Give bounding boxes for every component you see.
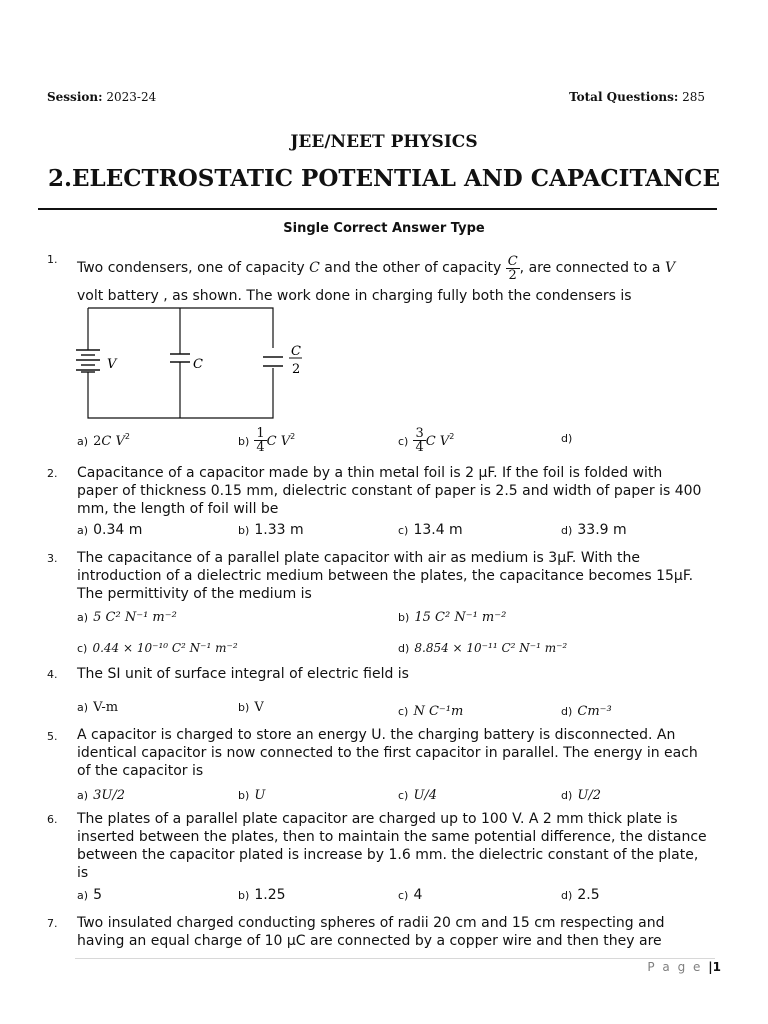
option-a[interactable] [77,784,125,803]
option-value: N C⁻¹m [413,704,464,719]
section-heading: Single Correct Answer Type [283,221,485,236]
option-value: V [254,700,264,715]
fraction-denominator: 4 [415,440,424,455]
option-c[interactable] [77,637,238,656]
question-number: 4. [47,668,58,681]
question-text-line: The plates of a parallel plate capacitor are charged up to 100 V. A 2 mm thick plate is [77,811,678,827]
math-symbol: C [309,260,320,276]
option-label: c) [398,705,409,718]
fraction-numerator: C [507,253,518,269]
option-expression: C V [266,434,291,449]
option-value: U/4 [413,788,438,803]
question-text-line [77,250,727,286]
option-value: 5 C² N⁻¹ m⁻² [93,610,177,625]
option-value: 1.33 m [254,522,304,538]
option-label: c) [398,889,409,902]
option-label: d) [561,705,573,718]
option-expression: C V [425,434,450,449]
fraction [506,255,520,282]
question-number: 1. [47,253,58,266]
question-text-part: and the other of capacity [319,260,506,276]
battery-symbol [76,350,100,372]
option-b[interactable] [238,696,264,715]
option-c[interactable] [398,427,454,454]
option-d[interactable] [561,784,601,803]
option-exponent: 2 [124,432,130,441]
fraction [254,427,266,454]
question-text-line: A capacitor is charged to store an energy U. the charging battery is disconnected. An [77,727,676,743]
question-text-line: identical capacitor is now connected to the first capacitor in parallel. The energy in each [77,745,698,761]
question-text-line: having an equal charge of 10 μC are connected by a copper wire and then they are [77,933,662,949]
page-number-value: 1 [712,960,721,974]
math-symbol: V [664,260,676,276]
option-coefficient: 2 [93,434,102,449]
question-text-part: , are connected to a [519,260,665,276]
option-value: 15 C² N⁻¹ m⁻² [414,610,507,625]
option-d[interactable] [561,700,612,719]
option-value: 0.44 × 10⁻¹⁰ C² N⁻¹ m⁻² [92,641,238,655]
question-text-line: Capacitance of a capacitor made by a thin metal foil is 2 μF. If the foil is folded with [77,465,663,481]
option-label: b) [238,524,250,537]
session-label: Session: [47,90,103,104]
question-number: 6. [47,813,58,826]
option-label: a) [77,435,89,448]
capacitor-c-symbol [170,354,190,362]
option-value: U [254,788,266,803]
option-label: c) [77,642,88,655]
question-text-line: volt battery , as shown. The work done in charging fully both the condensers is [77,288,632,304]
header-divider [38,208,717,210]
option-c[interactable] [398,784,437,803]
option-value: 2.5 [577,887,600,903]
option-value: 33.9 m [577,522,627,538]
option-label: b) [238,701,250,714]
option-b[interactable] [398,606,506,625]
session-info [47,90,156,104]
question-text-line: The permittivity of the medium is [77,586,312,602]
option-label: b) [238,435,250,448]
question-text-line: inserted between the plates, then to maintain the same potential difference, the distance [77,829,707,845]
option-label: a) [77,611,89,624]
option-label: a) [77,889,89,902]
option-value: 3U/2 [93,788,126,803]
capacitor-c-label: C [193,357,203,372]
option-value: 0.34 m [93,522,143,538]
question-text-line: between the capacitor plated is increase by 1.6 mm. the dielectric constant of the plate, [77,847,699,863]
option-label: d) [561,889,573,902]
option-b[interactable] [238,884,286,903]
option-value: Cm⁻³ [577,704,612,719]
total-questions-value: 285 [682,90,705,104]
question-text-line: is [77,865,89,881]
option-b[interactable] [238,427,295,454]
option-a[interactable] [77,884,102,903]
option-value: 5 [93,887,103,903]
capacitor-c2-label-num: C [291,344,301,359]
option-value: 1.25 [254,887,286,903]
capacitor-c2-label-den: 2 [292,362,301,377]
chapter-title: 2.ELECTROSTATIC POTENTIAL AND CAPACITANCE [47,165,721,192]
total-questions-label: Total Questions: [569,90,679,104]
option-b[interactable] [238,519,304,538]
question-text-line: mm, the length of foil will be [77,501,279,517]
option-c[interactable] [398,884,422,903]
option-label: b) [398,611,410,624]
option-a[interactable] [77,430,130,449]
option-expression: C V [101,434,125,449]
page-word: P a g e [647,960,703,974]
option-label: d) [561,524,573,537]
option-value: V-m [93,700,119,715]
option-a[interactable] [77,696,118,715]
footer-divider [75,958,715,959]
option-d[interactable] [561,432,572,445]
question-text-line: Two insulated charged conducting spheres of radii 20 cm and 15 cm respecting and [77,915,665,931]
capacitor-c2-symbol [263,357,283,366]
option-label: d) [561,432,573,445]
question-number: 3. [47,552,58,565]
option-label: a) [77,789,89,802]
option-a[interactable] [77,519,142,538]
option-d[interactable] [398,637,567,656]
option-value: U/2 [577,788,601,803]
option-a[interactable] [77,606,177,625]
option-exponent: 2 [290,432,296,441]
session-value: 2023-24 [106,90,157,104]
option-exponent: 2 [449,432,455,441]
question-number: 5. [47,730,58,743]
option-label: c) [398,789,409,802]
page-number [647,960,721,974]
fraction [413,427,425,454]
question-text-line: introduction of a dielectric medium between the plates, the capacitance becomes 15μF. [77,568,694,584]
question-number: 7. [47,917,58,930]
fraction-numerator: 3 [415,426,424,441]
question-text-line: paper of thickness 0.15 mm, dielectric constant of paper is 2.5 and width of paper is 400 [77,483,702,499]
option-label: b) [238,789,250,802]
battery-label: V [107,357,117,372]
fraction-denominator: 2 [508,267,517,283]
option-label: a) [77,524,89,537]
option-label: c) [398,435,409,448]
fraction-denominator: 4 [256,440,265,455]
option-label: d) [398,642,410,655]
question-text-line: The capacitance of a parallel plate capacitor with air as medium is 3μF. With the [77,550,641,566]
option-b[interactable] [238,784,265,803]
option-c[interactable] [398,519,463,538]
fraction-numerator: 1 [256,426,265,441]
option-d[interactable] [561,884,600,903]
option-value: 8.854 × 10⁻¹¹ C² N⁻¹ m⁻² [414,641,568,655]
question-text-line: The SI unit of surface integral of electric field is [77,666,409,682]
option-label: b) [238,889,250,902]
option-label: a) [77,701,89,714]
circuit-diagram [70,300,320,425]
option-value: 13.4 m [413,522,463,538]
option-d[interactable] [561,519,627,538]
page-separator: | [708,960,713,974]
option-c[interactable] [398,700,463,719]
option-label: c) [398,524,409,537]
question-text-part: Two condensers, one of capacity [77,260,310,276]
option-value: 4 [413,887,423,903]
question-text-line: of the capacitor is [77,763,204,779]
subject-title: JEE/NEET PHYSICS [290,132,478,152]
option-label: d) [561,789,573,802]
total-questions-info [569,90,705,104]
question-number: 2. [47,467,58,480]
